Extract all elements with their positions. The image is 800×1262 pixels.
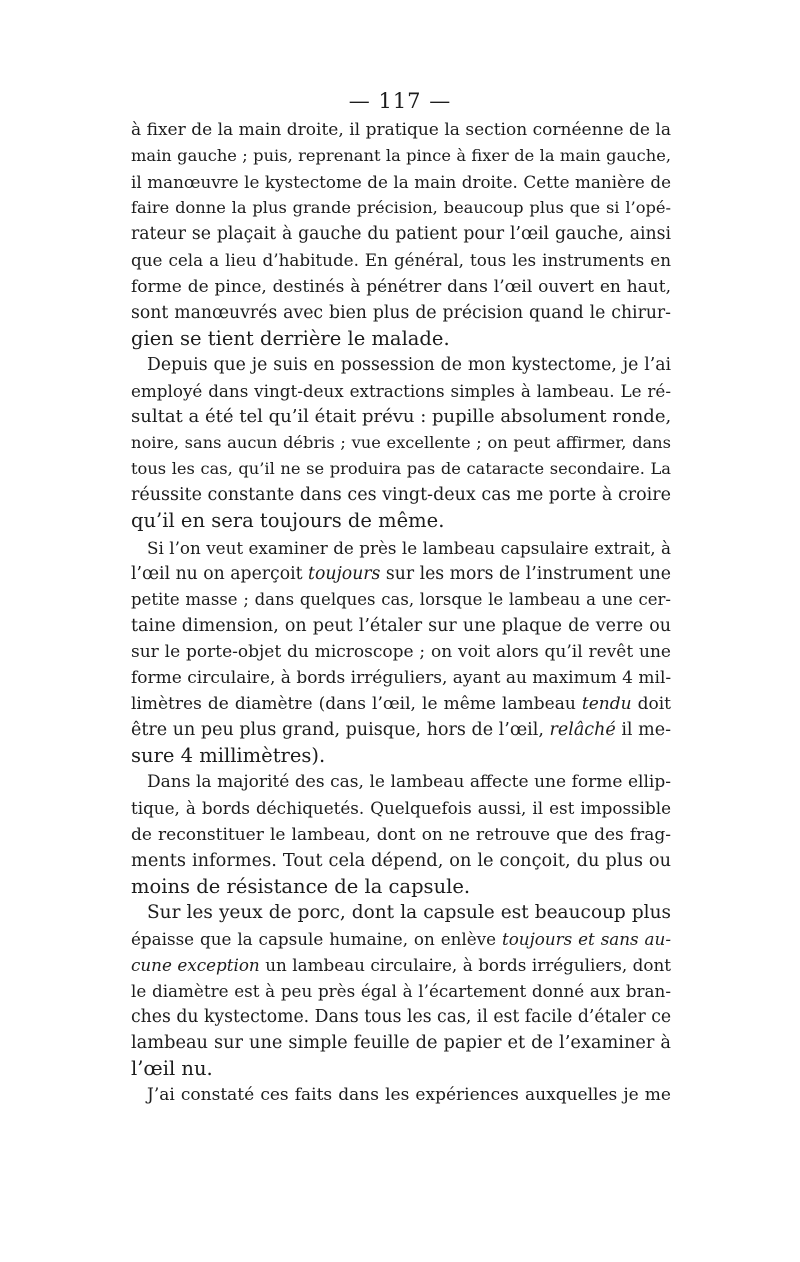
text-line	[131, 717, 671, 743]
italic-text: relâché	[549, 720, 616, 741]
text-line: il manœuvre le kystectome de la main droite. Cette manière de	[131, 172, 671, 193]
text-line: moins de résistance de la capsule.	[131, 874, 471, 898]
text-segment: être un peu plus grand, puisque, hors de l’œil,	[131, 720, 550, 741]
text-line	[131, 952, 671, 978]
text-line: ments informes. Tout cela dépend, on le conçoit, du plus ou	[131, 850, 671, 871]
text-line: tous les cas, qu’il ne se produira pas de cataracte secondaire. La	[131, 459, 671, 479]
paragraph-start-line: J’ai constaté ces faits dans les expériences auxquelles je me	[147, 1085, 671, 1106]
text-line: lambeau sur une simple feuille de papier et de l’examiner à	[131, 1033, 671, 1054]
text-segment: épaisse que la capsule humaine, on enlève	[131, 928, 502, 949]
text-line: petite masse ; dans quelques cas, lorsque le lambeau a une cer-	[131, 589, 671, 609]
text-line: le diamètre est à peu près égal à l’écartement donné aux bran-	[131, 981, 671, 1002]
text-line: main gauche ; puis, reprenant la pince à fixer de la main gauche,	[131, 146, 671, 166]
text-line: réussite constante dans ces vingt-deux cas me porte à croire	[131, 485, 671, 506]
text-line: ches du kystectome. Dans tous les cas, il est facile d’étaler ce	[131, 1007, 672, 1028]
text-line: forme de pince, destinés à pénétrer dans l’œil ouvert en haut,	[131, 276, 671, 297]
text-line: sur le porte-objet du microscope ; on voit alors qu’il revêt une	[131, 641, 671, 662]
text-line: forme circulaire, à bords irréguliers, ayant au maximum 4 mil-	[131, 667, 672, 688]
italic-text: cune exception	[131, 955, 260, 975]
text-line	[131, 561, 671, 587]
text-line: qu’il en sera toujours de même.	[131, 509, 445, 533]
paragraph-start-line: Sur les yeux de porc, dont la capsule est beaucoup plus	[147, 901, 671, 923]
text-segment: doit	[631, 694, 671, 715]
text-segment: l’œil nu on aperçoit	[131, 563, 309, 584]
text-line: employé dans vingt-deux extractions simples à lambeau. Le ré-	[131, 380, 671, 401]
text-line: à fixer de la main droite, il pratique la section cornéenne de la	[131, 120, 671, 140]
italic-text: tendu	[581, 694, 632, 715]
text-line	[131, 691, 671, 717]
text-segment: il me-	[615, 720, 671, 741]
text-line: taine dimension, on peut l’étaler sur une plaque de verre ou	[131, 615, 671, 636]
page-number: — 117 —	[348, 89, 452, 113]
text-line: sont manœuvrés avec bien plus de précision quand le chirur-	[131, 302, 671, 323]
paragraph-start-line: Dans la majorité des cas, le lambeau affecte une forme ellip-	[147, 772, 671, 793]
text-line: que cela a lieu d’habitude. En général, tous les instruments en	[131, 250, 671, 271]
text-segment: un lambeau circulaire, à bords irréguliers, dont	[259, 955, 671, 975]
paragraph-start-line: Depuis que je suis en possession de mon kystectome, je l’ai	[147, 354, 671, 375]
italic-text: toujours et sans au-	[501, 928, 671, 949]
italic-text: toujours	[308, 563, 381, 584]
text-line: sure 4 millimètres).	[131, 744, 326, 768]
body-text	[131, 117, 671, 1109]
text-line	[131, 926, 671, 952]
text-segment: sur les mors de l’instrument une	[380, 563, 671, 584]
text-line: rateur se plaçait à gauche du patient pour l’œil gauche, ainsi	[131, 224, 671, 245]
text-line: gien se tient derrière le malade.	[131, 326, 450, 350]
text-line: sultat a été tel qu’il était prévu : pupille absolument ronde,	[131, 406, 672, 428]
text-segment: limètres de diamètre (dans l’œil, le même lambeau	[131, 694, 582, 715]
text-line: l’œil nu.	[131, 1057, 213, 1081]
paragraph-start-line: Si l’on veut examiner de près le lambeau capsulaire extrait, à	[147, 537, 671, 558]
text-line: de reconstituer le lambeau, dont on ne retrouve que des frag-	[131, 824, 671, 845]
text-line: faire donne la plus grande précision, beaucoup plus que si l’opé-	[131, 198, 671, 218]
text-line: tique, à bords déchiquetés. Quelquefois aussi, il est impossible	[131, 798, 671, 819]
text-line: noire, sans aucun débris ; vue excellente ; on peut affirmer, dans	[131, 433, 671, 453]
